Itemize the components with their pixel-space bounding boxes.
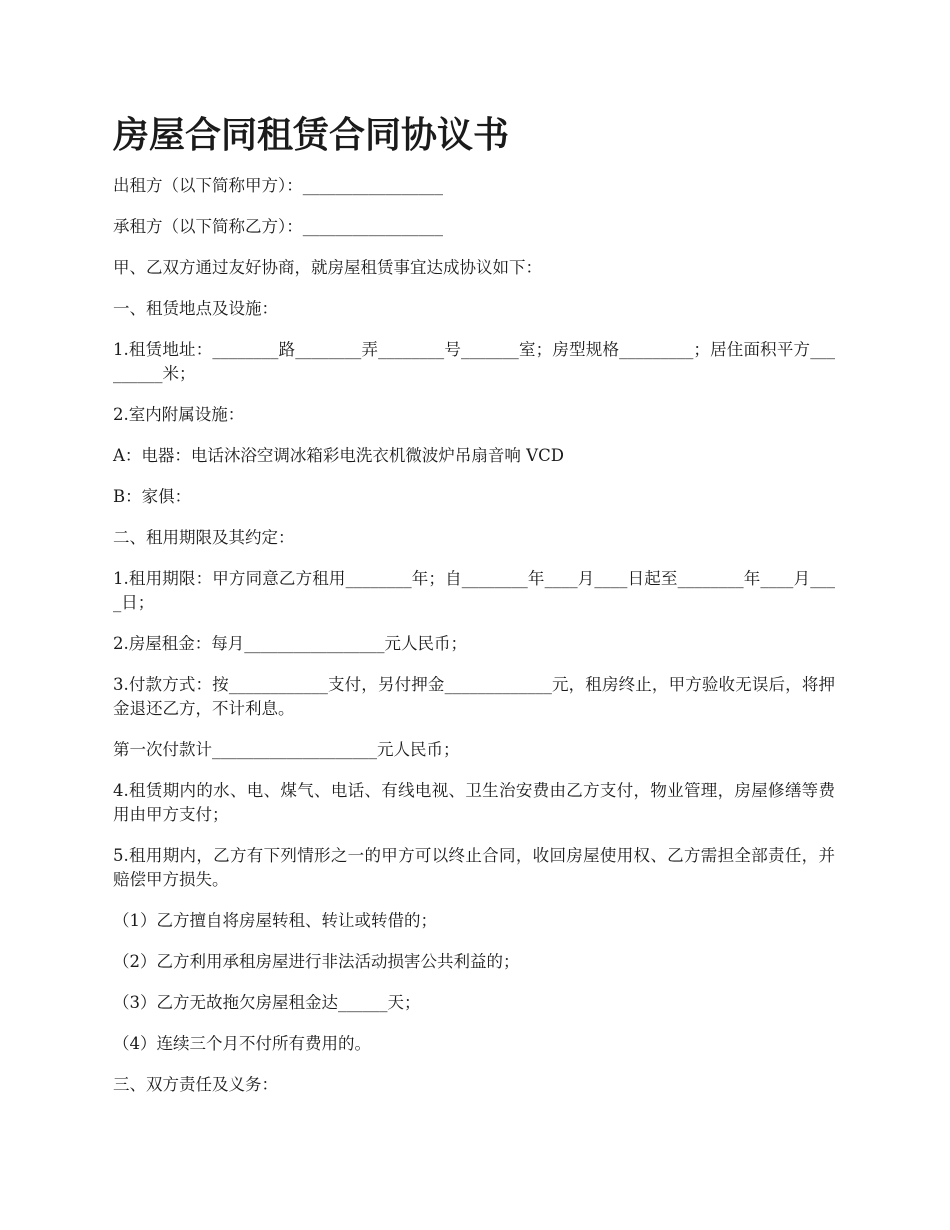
agreement-intro: 甲、乙双方通过友好协商，就房屋租赁事宜达成协议如下： <box>113 258 542 277</box>
section-heading-2: 二、租用期限及其约定： <box>113 528 295 547</box>
clause-lease-term: 1.租用期限：甲方同意乙方租用________年；自________年____月____日起至________年____月____日； <box>113 569 835 612</box>
clause-rental-address: 1.租赁地址：________路________弄________号_______室；房型规格_________；居住面积平方_________米； <box>113 340 835 383</box>
lessor-line: 出租方（以下简称甲方）：_________________ <box>113 176 443 195</box>
clause-rent: 2.房屋租金：每月_________________元人民币； <box>113 634 467 653</box>
clause-payment-method: 3.付款方式：按____________支付，另付押金_____________元，租房终止，甲方验收无误后，将押金退还乙方，不计利息。 <box>113 675 835 718</box>
clause-appliances: A：电器：电话沐浴空调冰箱彩电洗衣机微波炉吊扇音响 VCD <box>113 446 564 465</box>
section-heading-1: 一、租赁地点及设施： <box>113 299 278 318</box>
clause-utilities: 4.租赁期内的水、电、煤气、电话、有线电视、卫生治安费由乙方支付，物业管理，房屋修缮等费用由甲方支付； <box>113 781 835 824</box>
termination-item-2: （2）乙方利用承租房屋进行非法活动损害公共利益的； <box>113 952 520 971</box>
section-heading-3: 三、双方责任及义务： <box>113 1075 278 1094</box>
clause-facilities: 2.室内附属设施： <box>113 405 245 424</box>
termination-item-3: （3）乙方无故拖欠房屋租金达______天； <box>113 993 421 1012</box>
document-title: 房屋合同租赁合同协议书 <box>113 115 510 156</box>
termination-item-1: （1）乙方擅自将房屋转租、转让或转借的； <box>113 911 437 930</box>
lessee-line: 承租方（以下简称乙方）：_________________ <box>113 217 443 236</box>
clause-termination: 5.租用期内，乙方有下列情形之一的甲方可以终止合同，收回房屋使用权、乙方需担全部责任，并赔偿甲方损失。 <box>113 846 835 889</box>
termination-item-4: （4）连续三个月不付所有费用的。 <box>113 1034 371 1053</box>
clause-first-payment: 第一次付款计____________________元人民币； <box>113 740 460 759</box>
document-page <box>113 112 835 1114</box>
clause-furniture: B：家俱： <box>113 487 192 506</box>
